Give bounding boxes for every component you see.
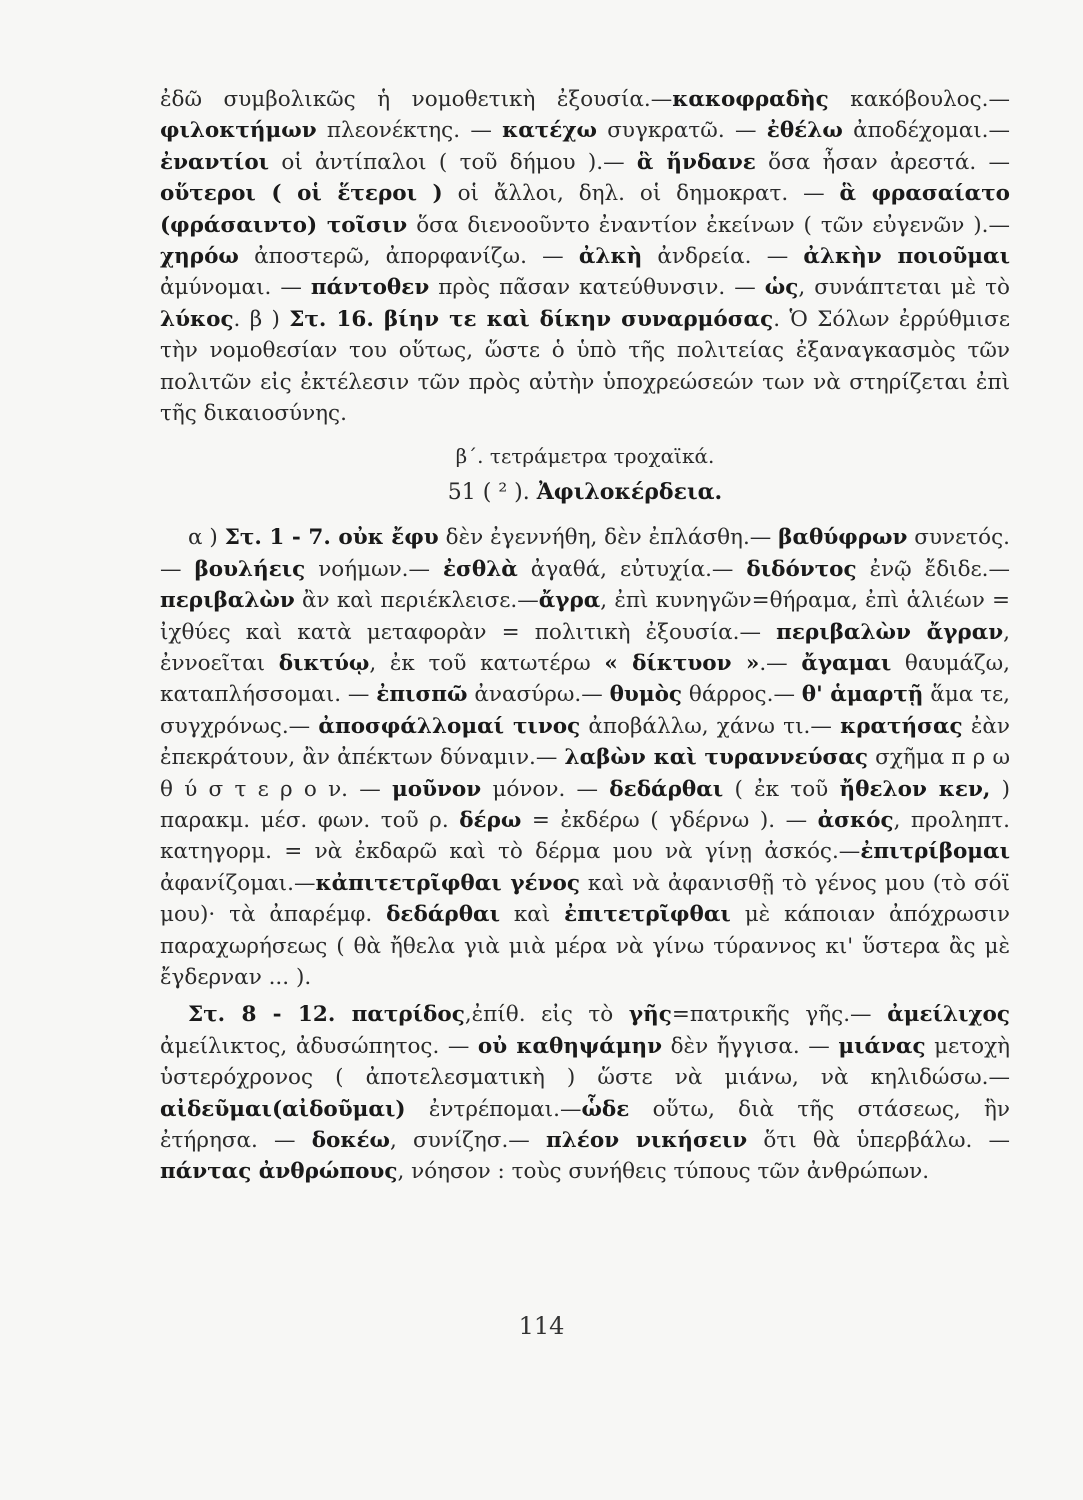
gloss-text: ἀποβάλλω, χάνω τι.— xyxy=(580,713,841,739)
lemma-term: πάντας ἀνθρώπους xyxy=(160,1159,398,1185)
gloss-text: ἐνῷ ἔδιδε.— xyxy=(856,556,1010,582)
lemma-term: αἰδεῦμαι(αἰδοῦμαι) xyxy=(160,1096,406,1122)
lemma-term: πάντοθεν xyxy=(310,275,430,301)
gloss-text: , συνάπτεται μὲ τὸ xyxy=(798,275,1011,301)
gloss-text: καὶ xyxy=(499,902,565,928)
gloss-text: ὅτι θὰ ὑπερβάλω. — xyxy=(747,1128,1011,1153)
gloss-text: ἀποδέχομαι.— xyxy=(842,118,1010,144)
poem-title-number: 51 ( ² ). xyxy=(447,479,530,505)
gloss-text: θαυμάζω, καταπλήσσομαι. — xyxy=(160,650,1010,708)
gloss-text: πρὸς πᾶσαν κατεύθυνσιν. — xyxy=(429,275,765,301)
lemma-term: ἤθελον κεν, xyxy=(839,776,991,802)
lemma-term: γῆς xyxy=(628,1002,672,1028)
gloss-text: θάρρος.— xyxy=(682,682,802,708)
gloss-text: ,ἐπίθ. εἰς τὸ xyxy=(464,1002,629,1028)
lemma-term: περιβαλὼν ἄγραν xyxy=(776,619,1004,645)
gloss-text: δὲν ἐγεννήθη, δὲν ἐπλάσθη.— xyxy=(438,525,779,551)
lemma-term: θυμὸς xyxy=(609,682,683,708)
gloss-text: =πατρικῆς γῆς.— xyxy=(671,1002,888,1028)
page-body xyxy=(160,84,1010,1188)
lemma-term: Στ. 1 - 7. οὐκ ἔφυ xyxy=(224,525,439,551)
gloss-text: ἀγαθά, εὐτυχία.— xyxy=(517,556,747,582)
lemma-term: ἀσκός xyxy=(817,807,894,833)
lemma-term: λύκος xyxy=(160,306,234,332)
commentary-paragraph-3 xyxy=(160,999,1010,1187)
page-number: 114 xyxy=(518,1312,565,1340)
lemma-term: οὐ καθηψάμην xyxy=(477,1033,663,1059)
lemma-term: μιάνας xyxy=(838,1033,926,1059)
lemma-term: ἀποσφάλλομαί τινος xyxy=(318,713,581,739)
lemma-term: κἀπιτετρῖφθαι γένος xyxy=(315,870,580,896)
gloss-text: οἱ ἄλλοι, δηλ. οἱ δημοκρατ. — xyxy=(442,181,840,207)
gloss-text: συνετός.— xyxy=(160,525,1010,582)
gloss-text: , συνίζησ.— xyxy=(390,1128,546,1153)
gloss-text: οἱ ἀντίπαλοι ( τοῦ δήμου ).— xyxy=(269,149,637,175)
lemma-term: κατέχω xyxy=(502,118,597,144)
lemma-term: χηρόω xyxy=(160,244,239,270)
gloss-text: . β ) xyxy=(233,306,290,332)
section-heading: β΄. τετράμετρα τροχαϊκά. xyxy=(455,444,715,469)
gloss-text: μόνον. — xyxy=(481,776,610,802)
lemma-term: ὡς xyxy=(764,275,799,301)
gloss-text: ἀφανίζομαι.— xyxy=(160,870,316,896)
lemma-term: θ' ἁμαρτῇ xyxy=(801,682,924,708)
lemma-term: ἐθέλω xyxy=(766,118,843,144)
lemma-term: ὧδε xyxy=(581,1096,630,1122)
lemma-term: δικτύῳ xyxy=(278,650,370,676)
lemma-term: λαβὼν καὶ τυραννεύσας xyxy=(564,745,869,771)
lemma-term: ἐσθλὰ xyxy=(442,556,518,582)
gloss-text: ) παρακμ. μέσ. φων. τοῦ ρ. xyxy=(160,776,1011,833)
lemma-term: ἃ ἥνδανε xyxy=(636,149,756,175)
lemma-term: ἀμείλιχος xyxy=(887,1002,1010,1028)
gloss-text: ἐντρέπομαι.— xyxy=(405,1096,582,1122)
lemma-term: ἐπιτρίβομαι xyxy=(860,839,1010,865)
gloss-text: , ἐκ τοῦ κατωτέρω xyxy=(369,650,605,676)
lemma-term: ἐπισπῶ xyxy=(376,682,468,708)
gloss-text: , ἐννοεῖται xyxy=(160,619,1011,676)
gloss-text: ἀνασύρω.— xyxy=(467,682,610,708)
commentary-paragraph-2 xyxy=(160,522,1010,993)
gloss-text: πλεονέκτης. — xyxy=(316,118,503,144)
gloss-text: ἐὰν ἐπεκράτουν, ἂν ἀπέκτων δύναμιν.— xyxy=(160,713,1010,771)
gloss-text: ἅμα τε, συγχρόνως.— xyxy=(160,682,1011,739)
gloss-text: νοήμων.— xyxy=(305,556,443,582)
gloss-text: = ἐκδέρω ( γδέρνω ). — xyxy=(521,807,818,833)
lemma-term: δεδάρθαι xyxy=(386,902,500,928)
gloss-text: ἀμύνομαι. — xyxy=(160,275,311,301)
poem-title xyxy=(160,477,1010,508)
lemma-term: ἀλκὴ xyxy=(578,244,643,270)
gloss-text: καὶ νὰ ἀφανισθῇ τὸ γένος μου (τὸ σόϊ μου)· τὰ ἀπαρέμφ. xyxy=(160,870,1011,928)
gloss-text: ὅσα ἦσαν ἀρεστά. — xyxy=(755,149,1011,175)
lemma-term: κακοφραδὴς xyxy=(672,87,829,112)
gloss-text: .— xyxy=(759,650,802,676)
gloss-text: μὲ κάποιαν ἀπόχρωσιν παραχωρήσεως ( θὰ ἤθελα γιὰ μιὰ μέρα νὰ γίνω τύραννος κι' ὕστερα ἂς μὲ ἔγδερναν ... ). xyxy=(160,902,1010,990)
gloss-text: ὅσα διενοοῦντο ἐναντίον ἐκείνων ( τῶν εὐγενῶν ).— xyxy=(407,212,1010,238)
gloss-text: ἀποστερῶ, ἀπορφανίζω. — xyxy=(238,244,579,270)
gloss-text: συγκρατῶ. — xyxy=(596,118,767,144)
lemma-term: « δίκτυον » xyxy=(604,650,760,676)
gloss-text: μετοχὴ ὑστερόχρονος ( ἀποτελεσματικὴ ) ὥστε νὰ μιάνω, νὰ κηλιδώσω.— xyxy=(160,1033,1010,1091)
lemma-term: ἄγαμαι xyxy=(801,650,892,676)
gloss-text: ἀνδρεία. — xyxy=(642,244,804,270)
gloss-text: , προληπτ. κατηγορμ. = νὰ ἐκδαρῶ καὶ τὸ δέρμα μου νὰ γίνῃ ἀσκός.— xyxy=(160,807,1011,865)
gloss-text: δὲν ἤγγισα. — xyxy=(662,1033,839,1059)
lemma-term: φιλοκτήμων xyxy=(160,118,317,144)
poem-title-text: Ἀφιλοκέρδεια. xyxy=(536,478,723,505)
lemma-term: βουλήεις xyxy=(194,556,306,582)
gloss-text: , νόησον : τοὺς συνήθεις τύπους τῶν ἀνθρώπων. xyxy=(397,1159,930,1185)
gloss-text: ἀμείλικτος, ἀδυσώπητος. — xyxy=(160,1033,478,1059)
lemma-term: Στ. 16. βίην τε καὶ δίκην συναρμόσας xyxy=(289,306,774,332)
commentary-paragraph-1 xyxy=(160,84,1010,429)
gloss-text: α ) xyxy=(188,525,225,551)
lemma-term: ἐπιτετρῖφθαι xyxy=(564,902,731,928)
lemma-term: κρατήσας xyxy=(840,713,963,739)
gloss-text: ἂν καὶ περιέκλεισε.— xyxy=(294,588,539,614)
lemma-term: περιβαλὼν xyxy=(160,588,295,614)
lemma-term: πλέον νικήσειν xyxy=(545,1128,748,1153)
gloss-text: , ἐπὶ κυνηγῶν=θήραμα, ἐπὶ ἁλιέων = ἰχθύες καὶ κατὰ μεταφορὰν = πολιτικὴ ἐξουσία.— xyxy=(160,588,1010,645)
lemma-term: ἀλκὴν ποιοῦμαι xyxy=(803,244,1010,270)
lemma-term: ἃ φρασαίατο (φράσαιντο) τοῖσιν xyxy=(160,181,1011,238)
lemma-term: δοκέω xyxy=(311,1128,391,1153)
lemma-term: ἄγρα xyxy=(538,588,601,614)
gloss-text: οὕτω, διὰ τῆς στάσεως, ἣν ἐτήρησα. — xyxy=(160,1096,1011,1153)
gloss-text: σχῆμα π ρ ω θ ύ σ τ ε ρ ο ν. — xyxy=(160,745,1011,802)
gloss-text: ἐδῶ συμβολικῶς ἡ νομοθετικὴ ἐξουσία.— xyxy=(160,87,673,112)
lemma-term: βαθύφρων xyxy=(778,525,908,551)
lemma-term: μοῦνον xyxy=(392,776,482,802)
lemma-term: οὕτεροι ( οἱ ἕτεροι ) xyxy=(160,181,443,207)
gloss-text: . Ὁ Σόλων ἐρρύθμισε τὴν νομοθεσίαν του οὕτως, ὥστε ὁ ὑπὸ τῆς πολιτείας ἐξαναγκασμὸς τῶν πολιτῶν εἰς ἐκτέλεσιν τῶν πρὸς αὐτὴν ὑποχρεώσεών των νὰ στηρίζεται ἐπὶ τῆς δικαιοσύνης. xyxy=(160,306,1010,427)
lemma-term: διδόντος xyxy=(746,556,857,582)
lemma-term: δέρω xyxy=(459,807,522,833)
lemma-term: ἐναντίοι xyxy=(160,149,270,175)
lemma-term: Στ. 8 - 12. πατρίδος xyxy=(188,1002,465,1028)
gloss-text: ( ἐκ τοῦ xyxy=(723,776,840,802)
lemma-term: δεδάρθαι xyxy=(609,776,724,802)
gloss-text: κακόβουλος.— xyxy=(828,87,1011,112)
